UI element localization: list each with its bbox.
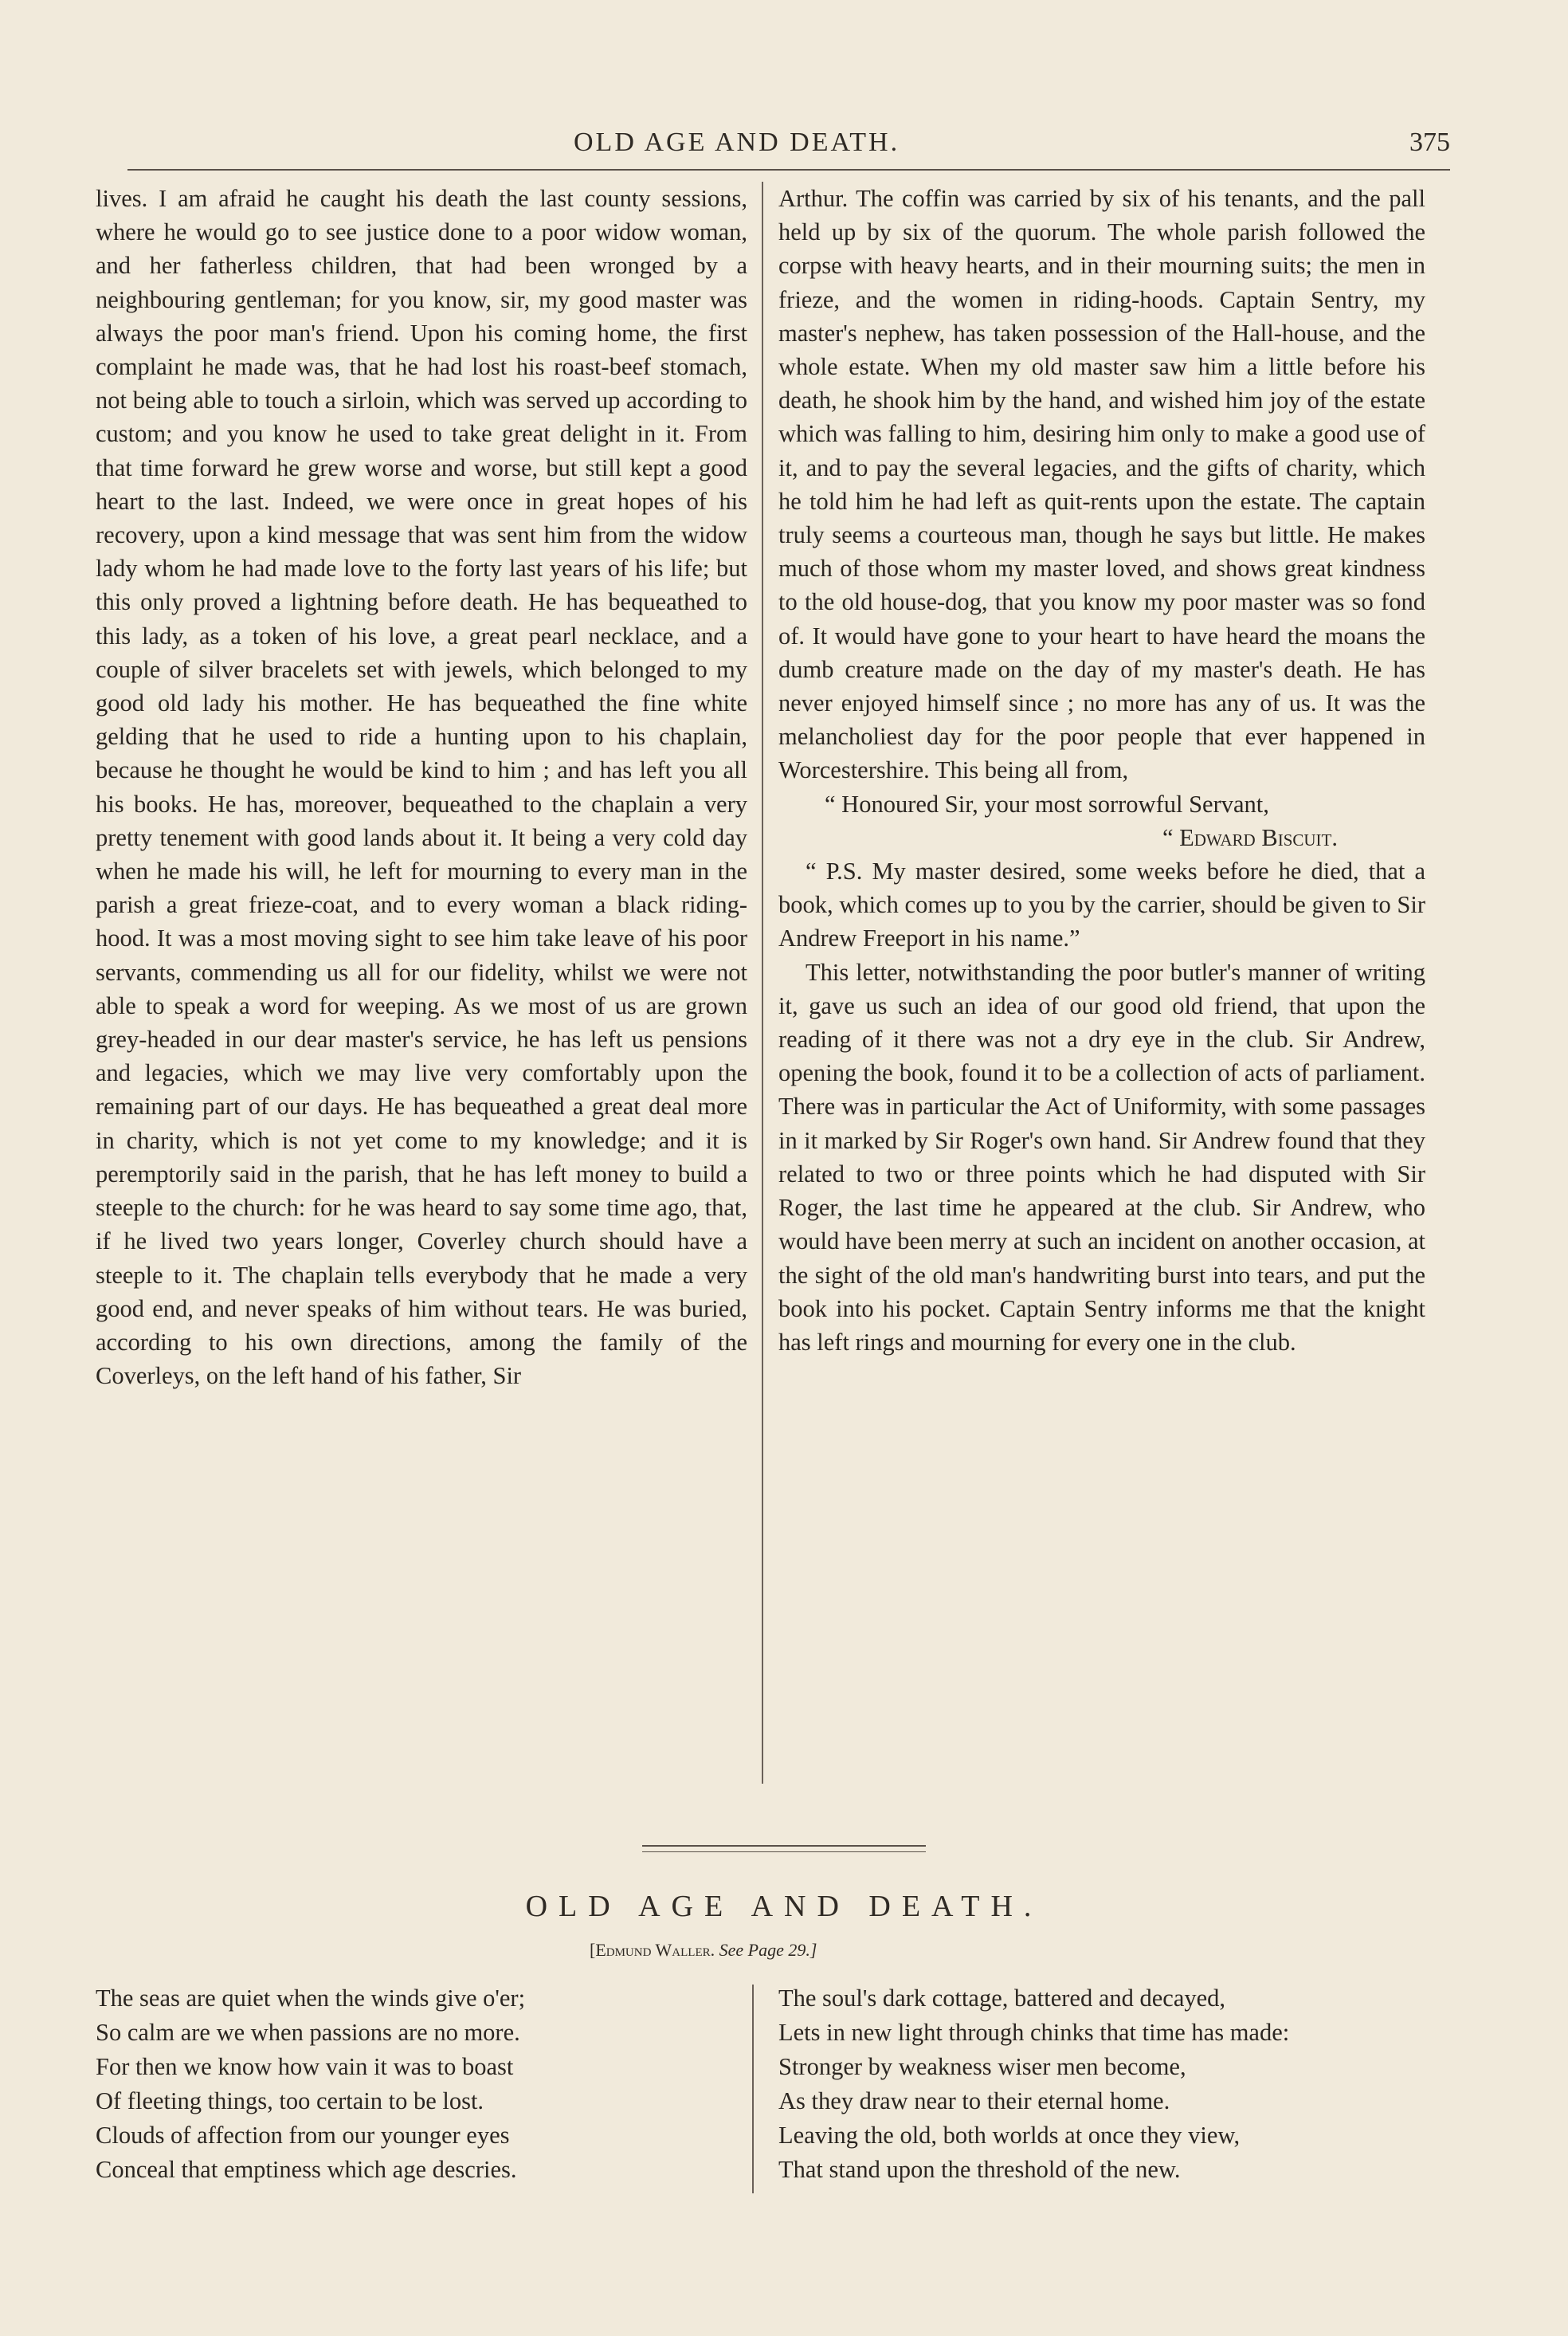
poem-line: Clouds of affection from our younger eyes (96, 2122, 510, 2149)
section-separator (642, 1845, 926, 1852)
poem-line: For then we know how vain it was to boast (96, 2053, 514, 2080)
poem-line: Conceal that emptiness which age descries. (96, 2156, 517, 2183)
right-text-column (778, 182, 1425, 1784)
poem-line: Stronger by weakness wiser men become, (778, 2053, 1186, 2080)
poem-source (590, 1940, 817, 1961)
poem-line: So calm are we when passions are no more. (96, 2019, 520, 2046)
poem-page-reference: See Page 29.] (719, 1940, 817, 1960)
left-column-paragraph: lives. I am afraid he caught his death the last county sessions, where he would go to see justice done to a poor widow woman, and her fatherless children, that had been wronged by a neighbouring gentleman; for you know, sir, my good master was always the poor man's friend. Upon his coming home, the first complaint he made was, that he had lost his roast-beef stomach, not being able to touch a sirloin, which was served up according to custom; and you know he used to take great delight in it. From that time forward he grew worse and worse, but still kept a good heart to the last. Indeed, we were once in great hopes of his recovery, upon a kind message that was sent him from the widow lady whom he had made love to the forty last years of his life; but this only proved a lightning before death. He has bequeathed to this lady, as a token of his love, a great pearl necklace, and a couple of silver bracelets set with jewels, which belonged to my good old lady his mother. He has bequeathed the fine white gelding that he used to ride a hunting upon to his chaplain, because he thought he would be kind to him ; and has left you all his books. He has, moreover, bequeathed to the chaplain a very pretty tenement with good lands about it. It being a very cold day when he made his will, he left for mourning to every man in the parish a great frieze-coat, and to every woman a black riding-hood. It was a most moving sight to see him take leave of his poor servants, commending us all for our fidelity, whilst we were not able to speak a word for weeping. As we most of us are grown grey-headed in our dear master's service, he has left us pensions and legacies, which we may live very comfortably upon the remaining part of our days. He has bequeathed a great deal more in charity, which is not yet come to my knowledge; and it is peremptorily said in the parish, that he has left money to build a steeple to the church: for he was heard to say some time ago, that, if he lived two years longer, Coverley church should have a steeple to it. The chaplain tells everybody that he made a very good end, and never speaks of him without tears. He was buried, according to his own directions, among the family of the Coverleys, on the left hand of his father, Sir (96, 185, 747, 1390)
poem-line: Lets in new light through chinks that time has made: (778, 2019, 1290, 2046)
poem-title: OLD AGE AND DEATH. (525, 1890, 1043, 1923)
letter-signoff: “ Honoured Sir, your most sorrowful Servant, (825, 790, 1269, 818)
left-text-column (96, 182, 747, 1784)
letter-postscript: “ P.S. My master desired, some weeks before he died, that a book, which comes up to you by the carrier, should be given to Sir Andrew Freeport in his name.” (778, 858, 1425, 952)
right-column-paragraph: Arthur. The coffin was carried by six of his tenants, and the pall held up by six of the quorum. The whole parish followed the corpse with heavy hearts, and in their mourning suits; the men in frieze, and the women in riding-hoods. Captain Sentry, my master's nephew, has taken possession of the Hall-house, and the whole estate. When my old master saw him a little before his death, he shook him by the hand, and wished him joy of the estate which was falling to him, desiring him only to make a good use of it, and to pay the several legacies, and the gifts of charity, which he told him he had left as quit-rents upon the estate. The captain truly seems a courteous man, though he says but little. He makes much of those whom my master loved, and shows great kindness to the old house-dog, that you know my poor master was so fond of. It would have gone to your heart to have heard the moans the dumb creature made on the day of my master's death. He has never enjoyed himself since ; no more has any of us. It was the melancholiest day for the poor people that ever happened in Worcestershire. This being all from, (778, 185, 1425, 784)
poem-column-divider (752, 1985, 754, 2193)
poem-line: Leaving the old, both worlds at once they view, (778, 2122, 1241, 2149)
letter-signature: “ Edward Biscuit. (1162, 823, 1338, 851)
poem-right-stanza (778, 1981, 1425, 2187)
poem-line: As they draw near to their eternal home. (778, 2087, 1170, 2114)
poem-line: That stand upon the threshold of the new. (778, 2156, 1181, 2183)
header-rule (127, 169, 1450, 171)
running-head (127, 128, 1450, 166)
column-divider (762, 182, 763, 1784)
poem-author: [Edmund Waller. (590, 1940, 715, 1960)
page-number: 375 (1409, 128, 1450, 157)
poem-line: Of fleeting things, too certain to be lost. (96, 2087, 484, 2114)
poem-line: The soul's dark cottage, battered and decayed, (778, 1985, 1226, 2012)
running-title: OLD AGE AND DEATH. (574, 128, 900, 157)
closing-paragraph: This letter, notwithstanding the poor butler's manner of writing it, gave us such an idea of our good old friend, that upon the reading of it there was not a dry eye in the club. Sir Andrew, opening the book, found it to be a collection of acts of parliament. There was in particular the Act of Uniformity, with some passages in it marked by Sir Roger's own hand. Sir Andrew found that they related to two or three points which he had disputed with Sir Roger, the last time he appeared at the club. Sir Andrew, who would have been merry at such an incident on another occasion, at the sight of the old man's handwriting burst into tears, and put the book into his pocket. Captain Sentry informs me that the knight has left rings and mourning for every one in the club. (778, 958, 1425, 1356)
poem-left-stanza (96, 1981, 741, 2187)
poem-line: The seas are quiet when the winds give o'er; (96, 1985, 526, 2012)
